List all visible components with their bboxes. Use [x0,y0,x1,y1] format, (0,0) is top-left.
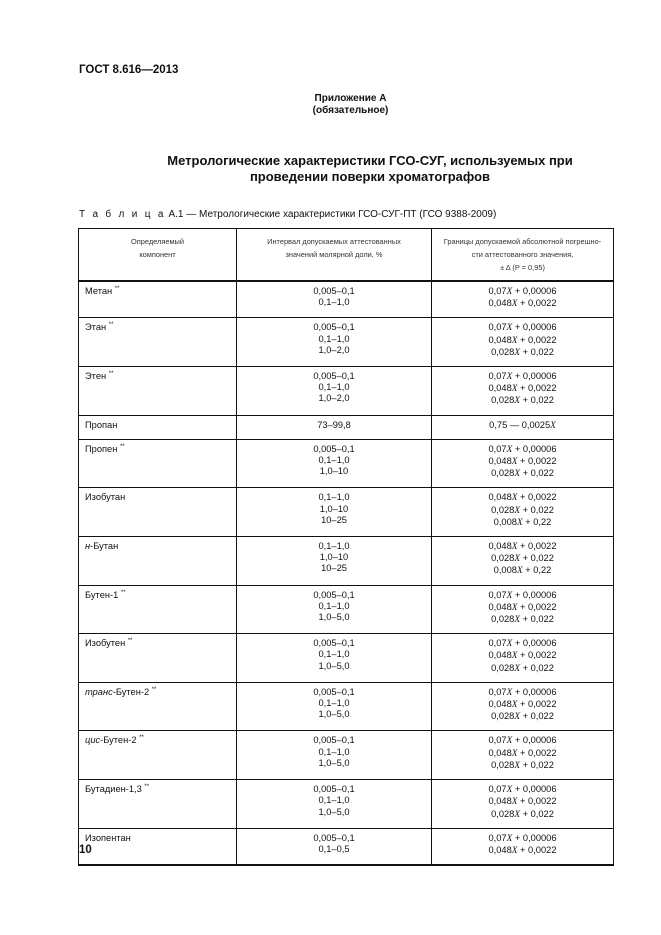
component-cell [79,318,237,367]
error-coefficient: 0,028 [491,808,515,819]
error-offset: + 0,022 [520,553,554,564]
component-cell [79,439,237,488]
variable-x: X [506,833,513,844]
variable-x: X [550,420,556,431]
component-cell [79,682,237,731]
error-cell [432,780,614,829]
error-value [438,420,607,432]
error-value [438,711,607,723]
header-error [432,229,614,282]
component-cell [79,415,237,439]
component-cell [79,488,237,537]
error-value [438,298,607,310]
error-offset: + 0,0022 [517,747,557,758]
error-value [438,335,607,347]
interval-cell [237,634,432,683]
error-value [438,687,607,699]
error-value [438,833,607,845]
header-component-line2: компонент [139,250,176,259]
error-offset: + 0,022 [520,504,554,515]
interval-cell [237,537,432,586]
variable-x: X [511,748,518,759]
component-name: Пропан [85,419,118,430]
error-offset: + 0,022 [520,468,554,479]
error-offset: + 0,22 [522,565,552,576]
error-coefficient: 0,07 [488,589,507,600]
error-value [438,286,607,298]
error-coefficient: 0,028 [491,346,515,357]
table-caption-prefix: Т а б л и ц а [79,209,166,220]
error-offset: + 0,022 [520,711,554,722]
error-coefficient: 0,028 [491,553,515,564]
header-error-line1: Границы допускаемой абсолютной погрешно- [443,237,602,246]
interval-value: 0,1–0,5 [318,843,350,854]
error-coefficient: 0,048 [488,601,512,612]
error-coefficient: 0,028 [491,662,515,673]
interval-value: 73–99,8 [317,419,351,430]
variable-x: X [511,602,518,613]
error-coefficient: 0,028 [491,395,515,406]
table-caption [79,209,496,220]
appendix-subtitle: (обязательное) [312,105,389,116]
component-name: Изобутен [85,638,126,649]
error-value [438,456,607,468]
variable-x: X [514,809,521,820]
error-offset: + 0,0022 [517,699,557,710]
variable-x: X [511,700,518,711]
error-cell [432,439,614,488]
error-cell [432,415,614,439]
appendix-title: Приложение А [314,93,387,104]
variable-x: X [506,785,513,796]
section-title [120,153,620,185]
table-row [79,281,614,318]
error-cell [432,281,614,318]
table-row [79,367,614,416]
component-name: -Бутен-2 [112,686,150,697]
component-name: Этен [85,371,107,382]
component-name: Метан [85,286,113,296]
variable-x: X [506,639,513,650]
error-value [438,699,607,711]
error-coefficient: 0,028 [491,468,515,479]
error-cell [432,585,614,634]
error-cell [432,828,614,865]
interval-value: 0,1–1,0 [318,746,350,757]
interval-value: 0,005–0,1 [313,686,355,697]
header-error-line3: ± Δ (P = 0,95) [500,263,545,272]
component-name: Изопентан [85,832,131,843]
table-row [79,828,614,865]
interval-cell [237,731,432,780]
interval-cell [237,318,432,367]
appendix-heading [0,93,661,117]
interval-value: 1,0–2,0 [318,344,350,355]
error-value [438,784,607,796]
component-name: -Бутен-2 [100,735,137,746]
component-name: Изобутан [85,492,126,503]
error-coefficient: 0,07 [488,686,507,697]
interval-cell [237,585,432,634]
component-cell [79,585,237,634]
variable-x: X [514,505,521,516]
interval-value: 0,005–0,1 [313,735,355,746]
component-prefix: цис [85,735,101,746]
error-offset: + 0,022 [520,662,554,673]
error-offset: + 0,00006 [512,371,557,382]
error-offset: + 0,0022 [517,796,557,807]
header-component-line1: Определяемый [131,237,184,246]
component-cell [79,828,237,865]
section-title-line2: проведении поверки хроматографов [249,169,491,184]
table-header-row [79,229,614,282]
table-row [79,318,614,367]
interval-value: 10–25 [321,563,347,574]
error-value [438,444,607,456]
error-coefficient: 0,07 [488,784,507,795]
error-coefficient: 0,028 [491,759,515,770]
interval-cell [237,367,432,416]
variable-x: X [514,663,521,674]
error-offset: + 0,0022 [517,383,557,394]
variable-x: X [511,299,518,310]
error-coefficient: 0,07 [488,443,507,454]
error-value [438,845,607,857]
error-cell [432,682,614,731]
footnote-mark: ** [120,589,126,596]
error-coefficient: 0,048 [488,796,512,807]
interval-value: 1,0–5,0 [318,660,350,671]
variable-x: X [506,372,513,383]
error-coefficient: 0,048 [488,334,512,345]
error-value [438,492,607,504]
error-coefficient: 0,07 [488,832,507,843]
error-offset: + 0,0022 [517,334,557,345]
error-value [438,602,607,614]
component-cell [79,281,237,318]
interval-value: 0,005–0,1 [313,286,355,296]
error-offset: + 0,00006 [512,832,557,843]
error-cell [432,731,614,780]
error-coefficient: 0,008 [493,565,517,576]
error-value [438,735,607,747]
variable-x: X [511,335,518,346]
error-value [438,322,607,334]
interval-value: 0,005–0,1 [313,832,355,843]
table-row [79,780,614,829]
interval-value: 1,0–5,0 [318,709,350,720]
component-prefix: н [85,541,91,552]
footnote-mark: ** [114,286,120,292]
error-cell [432,634,614,683]
error-offset: + 0,0022 [517,650,557,661]
error-offset: + 0,22 [522,516,552,527]
interval-value: 0,1–1,0 [318,600,350,611]
error-value [438,541,607,553]
interval-value: 1,0–2,0 [318,393,350,404]
component-prefix: транс [85,686,113,697]
error-offset: + 0,022 [520,346,554,357]
error-value [438,505,607,517]
interval-cell [237,780,432,829]
error-coefficient: 0,07 [488,638,507,649]
interval-value: 1,0–10 [319,466,349,477]
page-number: 10 [79,844,92,856]
error-coefficient: 0,028 [491,614,515,625]
error-value [438,663,607,675]
interval-value: 0,005–0,1 [313,638,355,649]
interval-value: 1,0–10 [319,552,349,563]
table-row [79,488,614,537]
interval-cell [237,439,432,488]
error-coefficient: 0,048 [488,699,512,710]
table-row [79,585,614,634]
error-cell [432,367,614,416]
error-offset: + 0,022 [520,759,554,770]
error-value [438,748,607,760]
interval-value: 0,1–1,0 [318,698,350,709]
interval-value: 0,005–0,1 [313,784,355,795]
component-name: -Бутан [90,541,119,552]
error-value [438,347,607,359]
header-error-line2: сти аттестованного значения, [471,250,574,259]
error-coefficient: 0,048 [488,456,512,467]
component-name: Пропен [85,443,118,454]
error-offset: + 0,00006 [512,735,557,746]
variable-x: X [514,469,521,480]
variable-x: X [506,687,513,698]
error-value [438,395,607,407]
footnote-mark: ** [108,322,114,329]
error-offset: + 0,022 [520,395,554,406]
error-offset: + 0,0022 [517,601,557,612]
error-value [438,468,607,480]
table-row [79,731,614,780]
error-value [438,638,607,650]
interval-value: 0,1–1,0 [318,492,350,503]
error-coefficient: 0,048 [488,383,512,394]
error-coefficient: 0,028 [491,504,515,515]
error-offset: + 0,00006 [512,322,557,333]
variable-x: X [506,323,513,334]
error-value [438,383,607,395]
error-coefficient: 0,048 [488,650,512,661]
footnote-mark: ** [127,638,133,645]
error-value [438,517,607,529]
variable-x: X [511,797,518,808]
error-value [438,796,607,808]
error-coefficient: 0,048 [488,298,512,309]
error-coefficient: 0,048 [488,541,512,552]
variable-x: X [516,566,523,577]
error-coefficient: 0,048 [488,844,512,855]
error-coefficient: 0,07 [488,371,507,382]
interval-value: 0,1–1,0 [318,333,350,344]
interval-value: 1,0–5,0 [318,612,350,623]
header-interval-line1: Интервал допускаемых аттестованных [267,237,401,246]
header-interval [237,229,432,282]
variable-x: X [506,444,513,455]
variable-x: X [506,736,513,747]
component-name: Этан [85,322,107,333]
error-value [438,553,607,565]
error-value [438,590,607,602]
header-interval-line2: значений молярной доли, % [285,250,383,259]
error-offset: + 0,0022 [517,844,557,855]
interval-cell [237,488,432,537]
error-coefficient: 0,07 [488,735,507,746]
variable-x: X [511,493,518,504]
footnote-mark: ** [144,784,150,791]
variable-x: X [514,347,521,358]
error-cell [432,318,614,367]
error-value [438,565,607,577]
error-cell [432,488,614,537]
variable-x: X [514,396,521,407]
error-offset: + 0,00006 [512,286,557,296]
interval-value: 0,005–0,1 [313,589,355,600]
interval-value: 10–25 [321,514,347,525]
document-code: ГОСТ 8.616—2013 [79,64,179,76]
variable-x: X [511,651,518,662]
variable-x: X [506,590,513,601]
variable-x: X [511,845,518,856]
variable-x: X [514,712,521,723]
error-offset: + 0,0022 [517,492,557,503]
section-title-line1: Метрологические характеристики ГСО-СУГ, используемых при [167,153,573,168]
error-offset: + 0,022 [520,808,554,819]
interval-value: 0,1–1,0 [318,541,350,552]
error-coefficient: 0,028 [491,711,515,722]
component-cell [79,780,237,829]
interval-cell [237,281,432,318]
error-value [438,614,607,626]
error-value [438,760,607,772]
component-cell [79,537,237,586]
table-row [79,634,614,683]
interval-value: 0,1–1,0 [318,649,350,660]
interval-value: 0,005–0,1 [313,371,355,382]
table-body [79,281,614,865]
footnote-mark: ** [151,686,157,693]
characteristics-table [78,228,614,866]
error-coefficient: 0,07 [488,322,507,333]
variable-x: X [511,457,518,468]
table-row [79,439,614,488]
component-cell [79,634,237,683]
table-row [79,537,614,586]
variable-x: X [511,384,518,395]
interval-value: 0,005–0,1 [313,443,355,454]
interval-cell [237,682,432,731]
error-coefficient: 0,75 — 0,0025 [489,419,551,430]
interval-cell [237,828,432,865]
error-coefficient: 0,07 [488,286,507,296]
error-value [438,809,607,821]
table-row [79,415,614,439]
interval-value: 1,0–5,0 [318,806,350,817]
error-value [438,371,607,383]
footnote-mark: ** [119,443,125,450]
error-coefficient: 0,048 [488,492,512,503]
variable-x: X [514,760,521,771]
error-offset: + 0,0022 [517,456,557,467]
error-cell [432,537,614,586]
error-offset: + 0,00006 [512,443,557,454]
header-component [79,229,237,282]
error-coefficient: 0,048 [488,747,512,758]
table-caption-text: А.1 — Метрологические характеристики ГСО-СУГ-ПТ (ГСО 9388-2009) [168,209,497,220]
footnote-mark: ** [108,371,114,378]
footnote-mark: ** [139,735,144,742]
interval-value: 0,1–1,0 [318,382,350,393]
variable-x: X [516,517,523,528]
interval-value: 0,005–0,1 [313,322,355,333]
error-offset: + 0,00006 [512,638,557,649]
interval-value: 1,0–10 [319,503,349,514]
component-cell [79,367,237,416]
component-name: Бутен-1 [85,589,119,600]
error-offset: + 0,0022 [517,298,557,309]
interval-value: 0,1–1,0 [318,455,350,466]
interval-value: 0,1–1,0 [318,297,350,308]
error-offset: + 0,00006 [512,686,557,697]
error-value [438,650,607,662]
variable-x: X [514,554,521,565]
variable-x: X [506,287,513,297]
error-offset: + 0,0022 [517,541,557,552]
error-offset: + 0,00006 [512,784,557,795]
interval-cell [237,415,432,439]
error-coefficient: 0,008 [493,516,517,527]
interval-value: 0,1–1,0 [318,795,350,806]
variable-x: X [511,542,518,553]
component-cell [79,731,237,780]
table-row [79,682,614,731]
interval-value: 1,0–5,0 [318,757,350,768]
error-offset: + 0,00006 [512,589,557,600]
error-offset: + 0,022 [520,614,554,625]
component-name: Бутадиен-1,3 [85,784,142,795]
variable-x: X [514,615,521,626]
